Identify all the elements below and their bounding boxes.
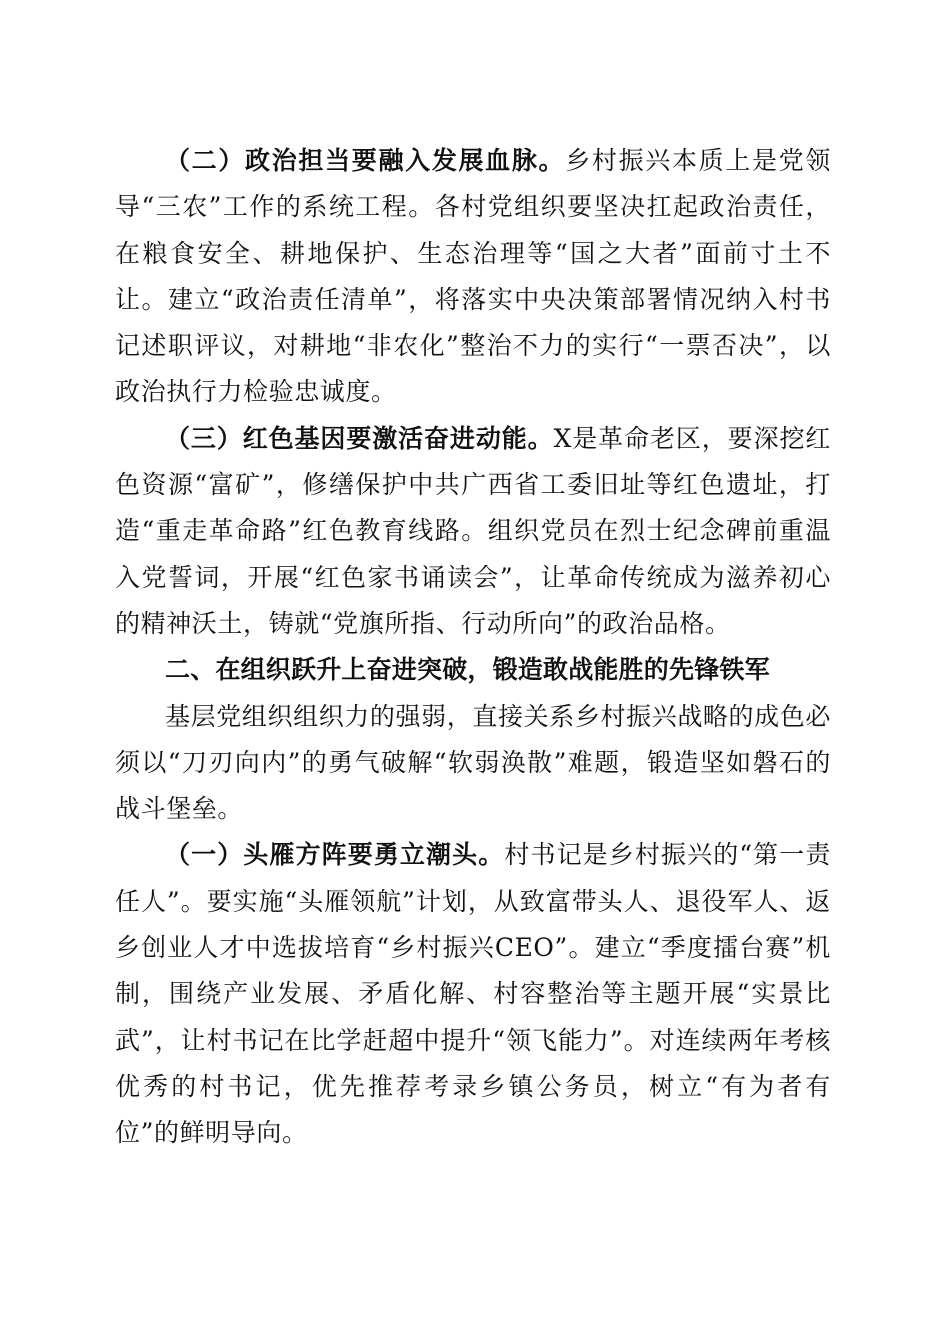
paragraph-text: X是革命老区，要深挖红色资源“富矿”，修缮保护中共广西省工委旧址等红色遗址，打造“重走革命路”红色教育线路。组织党员在烈士纪念碑前重温入党誓词，开展“红色家书诵读会”，让革命传统成为滋养初心的精神沃土，铸就“党旗所指、行动所向”的政治品格。 bbox=[115, 423, 831, 638]
paragraph-text: 村书记是乡村振兴的“第一责任人”。要实施“头雁领航”计划，从致富带头人、退役军人、返乡创业人才中选拔培育“乡村振兴CEO”。建立“季度擂台赛”机制，围绕产业发展、矛盾化解、村容整治等主题开展“实景比武”，让村书记在比学赶超中提升“领飞能力”。对连续两年考核优秀的村书记，优先推荐考录乡镇公务员，树立“有为者有位”的鲜明导向。 bbox=[115, 840, 831, 1148]
paragraph-text: 乡村振兴本质上是党领导“三农”工作的系统工程。各村党组织要坚决扛起政治责任，在粮食安全、耕地保护、生态治理等“国之大者”面前寸土不让。建立“政治责任清单”，将落实中央决策部署情况纳入村书记述职评议，对耕地“非农化”整治不力的实行“一票否决”，以政治执行力检验忠诚度。 bbox=[115, 146, 831, 407]
paragraph-leading-geese bbox=[115, 832, 831, 1156]
paragraph-political-responsibility bbox=[115, 138, 831, 416]
paragraph-lead: （一）头雁方阵要勇立潮头。 bbox=[165, 840, 505, 870]
paragraph-text: 基层党组织组织力的强弱，直接关系乡村振兴战略的成色必须以“刀刃向内”的勇气破解“软弱涣散”难题，锻造坚如磐石的战斗堡垒。 bbox=[115, 701, 831, 824]
paragraph-organizational-power bbox=[115, 694, 831, 833]
document-body bbox=[115, 138, 831, 1157]
section-heading: 二、在组织跃升上奋进突破，锻造敢战能胜的先锋铁军 bbox=[165, 655, 770, 685]
paragraph-lead: （二）政治担当要融入发展血脉。 bbox=[165, 146, 566, 175]
paragraph-lead: （三）红色基因要激活奋进动能。 bbox=[165, 423, 554, 453]
paragraph-red-gene bbox=[115, 416, 831, 647]
